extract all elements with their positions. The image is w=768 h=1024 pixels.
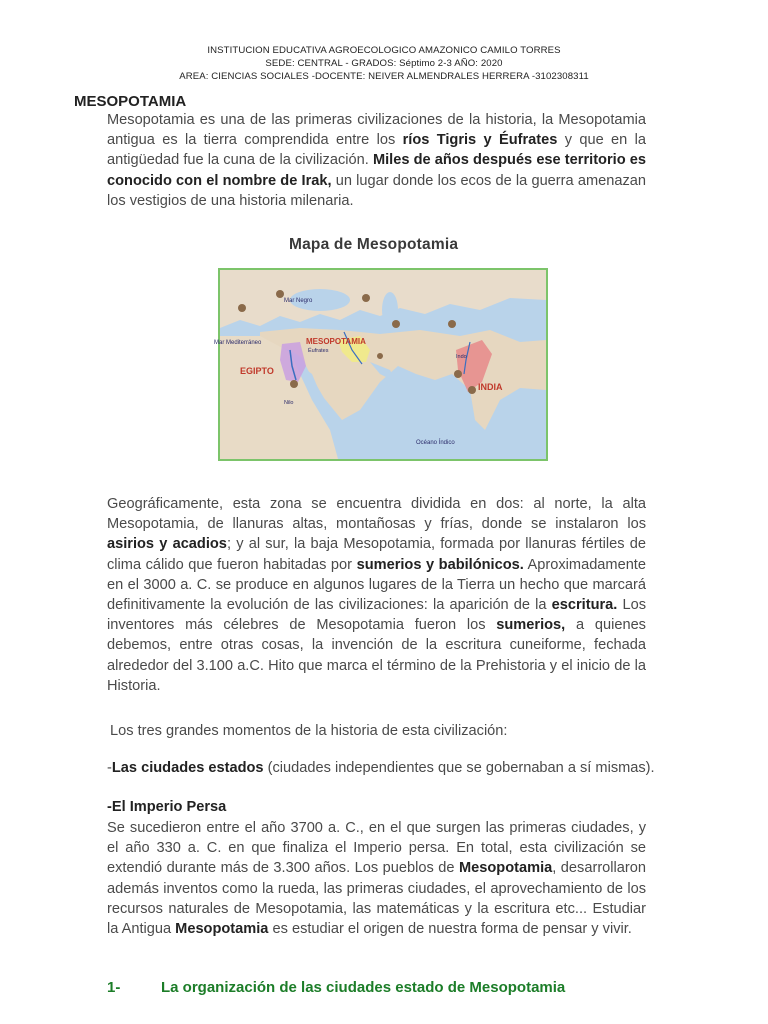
- page-title: MESOPOTAMIA: [74, 93, 187, 110]
- text-span: (ciudades independientes que se gobernaban a sí mismas).: [263, 760, 655, 776]
- map-label-oceano: Océano Índico: [416, 440, 455, 446]
- text-span: es estudiar el origen de nuestra forma de pensar y vivir.: [268, 921, 632, 938]
- bold-span: ríos Tigris y Éufrates: [402, 132, 558, 149]
- text-span: , desarrollaron además inventos como la rueda, las primeras ciudades, el aprovechamiento de los recursos naturales de Mesopotamia, las matemáticas y la escritura etc... Estudiar la Antigua: [107, 860, 646, 938]
- text-span: un lugar donde los ecos de la guerra amenazan los vestigios de una historia milenaria.: [107, 172, 646, 209]
- map-label-mesopotamia: MESOPOTAMIA: [306, 337, 366, 346]
- section-title: La organización de las ciudades estado de Mesopotamia: [161, 979, 566, 996]
- text-span: a quienes debemos, entre otras cosas, la invención de la escritura cuneiforme, fechada alrededor del 3.100 a.C. Hito que marca el término de la Prehistoria y el inicio de la Historia.: [107, 617, 646, 694]
- text-span: Geográficamente, esta zona se encuentra dividida en dos: al norte, la alta Mesopotamia, de llanuras altas, montañosas y frías, donde se instalaron los: [107, 496, 646, 533]
- bold-span: Miles de años después ese territorio es conocido con el nombre de Irak,: [107, 152, 646, 189]
- section-number: 1-: [107, 979, 121, 996]
- intro-paragraph: [107, 110, 646, 211]
- bold-span: Mesopotamia: [175, 921, 269, 938]
- text-span: Se sucedieron entre el año 3700 a. C., en el que surgen las primeras ciudades, y el año 330 a. C. en que finaliza el Imperio persa. En total, esta civilización se extendió durante más de 3.300 años. Los pueblos de: [107, 820, 646, 877]
- text-span: ; y al sur, la baja Mesopotamia, formada por llanuras fértiles de clima cálido que fueron habitadas por: [107, 536, 646, 573]
- imperio-persa-paragraph: [107, 818, 646, 939]
- map-label-mar-negro: Mar Negro: [284, 298, 313, 304]
- area-line: AREA: CIENCIAS SOCIALES -DOCENTE: NEIVER ALMENDRALES HERRERA -3102308311: [179, 71, 589, 82]
- bold-span: sumerios,: [496, 617, 566, 634]
- document-header: [0, 44, 768, 83]
- map-image: [214, 268, 548, 461]
- moments-intro: Los tres grandes momentos de la historia de esta civilización:: [110, 723, 508, 739]
- text-span: y que en la antigüedad fue la cuna de la civilización.: [107, 132, 646, 169]
- map-label-egipto: EGIPTO: [240, 366, 274, 376]
- bold-span: asirios y acadios: [107, 536, 227, 553]
- map-title: Mapa de Mesopotamia: [289, 236, 459, 253]
- bold-span: sumerios y babilónicos.: [356, 556, 524, 573]
- bold-span: escritura.: [551, 597, 618, 614]
- text-span: Mesopotamia es una de las primeras civilizaciones de la historia, la Mesopotamia antigua es la tierra comprendida entre los: [107, 112, 646, 149]
- imperio-persa-heading: -El Imperio Persa: [107, 799, 227, 815]
- map-label-india: INDIA: [478, 382, 503, 392]
- institution-line: INSTITUCION EDUCATIVA AGROECOLOGICO AMAZONICO CAMILO TORRES: [207, 45, 561, 56]
- map-label-eufrates: Éufrates: [308, 348, 329, 354]
- sede-line: SEDE: CENTRAL - GRADOS: Séptimo 2-3 AÑO: 2020: [265, 58, 503, 69]
- map-label-indo: Indo: [456, 354, 467, 360]
- text-span: Los inventores más célebres de Mesopotamia fueron los: [107, 597, 646, 634]
- text-span: Aproximadamente en el 3000 a. C. se produce en algunos lugares de la Tierra un hecho que marcará definitivamente la evolución de las civilizaciones: la aparición de la: [107, 556, 646, 614]
- map-label-nilo: Nilo: [284, 400, 294, 406]
- ciudades-estados-item: [107, 758, 687, 778]
- text-span: -: [107, 760, 112, 776]
- bold-span: Mesopotamia: [459, 860, 553, 877]
- map-label-mediterraneo: Mar Mediterráneo: [214, 340, 262, 346]
- bold-span: Las ciudades estados: [111, 760, 264, 776]
- geography-paragraph: [107, 494, 646, 696]
